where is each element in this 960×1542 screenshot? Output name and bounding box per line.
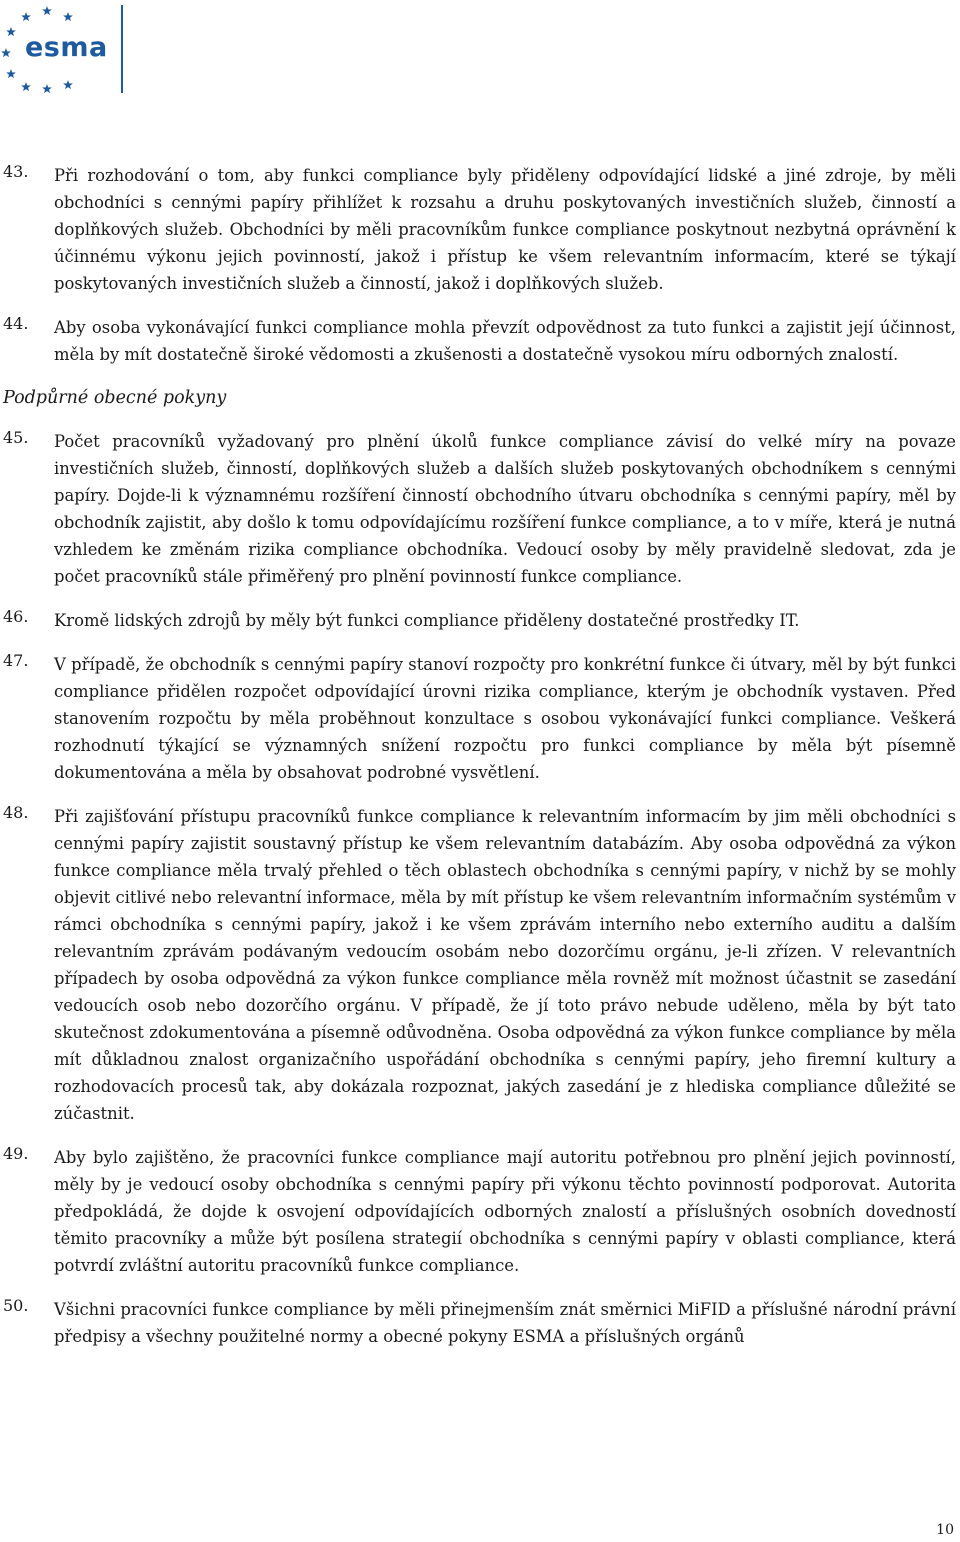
page-number: 10 <box>936 1522 954 1538</box>
paragraph-text: V případě, že obchodník s cennými papíry stanoví rozpočty pro konkrétní funkce či útvary, měl by být funkci compliance přidělen rozpočet odpovídající úrovni rizika compliance, kterým je obchodník vystaven. Před stanovením rozpočtu by měla proběhnout konzultace s osobou vykonávající funkci compliance. Veškerá rozhodnutí týkající se významných snížení rozpočtu pro funkci compliance by měla být písemně dokumentována a měla by obsahovat podrobné vysvětlení. <box>54 655 956 782</box>
paragraph-number: 46. <box>3 607 29 626</box>
page-header <box>0 0 960 100</box>
paragraph-number: 45. <box>3 428 29 447</box>
paragraph-48 <box>0 803 960 1127</box>
logo-wordmark: esma <box>25 32 108 63</box>
paragraph-45 <box>0 428 960 590</box>
paragraph-text: Aby osoba vykonávající funkci compliance mohla převzít odpovědnost za tuto funkci a zajistit její účinnost, měla by mít dostatečně široké vědomosti a zkušenosti a dostatečně vysokou míru odborných znalostí. <box>54 318 956 364</box>
section-subheading: Podpůrné obecné pokyny <box>3 388 227 408</box>
esma-logo <box>0 0 124 96</box>
paragraph-46 <box>0 607 960 634</box>
paragraph-text: Všichni pracovníci funkce compliance by měli přinejmenším znát směrnici MiFID a příslušné národní právní předpisy a všechny použitelné normy a obecné pokyny ESMA a příslušných orgánů <box>54 1300 956 1346</box>
paragraph-47 <box>0 651 960 786</box>
paragraph-text: Počet pracovníků vyžadovaný pro plnění úkolů funkce compliance závisí do velké míry na povaze investičních služeb, činností, doplňkových služeb a dalších služeb poskytovaných obchodníkem s cennými papíry. Dojde-li k významnému rozšíření činností obchodního útvaru obchodníka s cennými papíry, měl by obchodník zajistit, aby došlo k tomu odpovídajícímu rozšíření funkce compliance, a to v míře, která je nutná vzhledem ke změnám rizika compliance obchodníka. Vedoucí osoby by měly pravidelně sledovat, zda je počet pracovníků stále přiměřený pro plnění povinností funkce compliance. <box>54 432 956 586</box>
paragraph-number: 44. <box>3 314 29 333</box>
paragraph-text: Aby bylo zajištěno, že pracovníci funkce compliance mají autoritu potřebnou pro plnění jejich povinností, měly by je vedoucí osoby obchodníka s cennými papíry při výkonu těchto povinností podporovat. Autorita předpokládá, že dojde k osvojení odpovídajících odborných znalostí a příslušných osobních dovedností těmito pracovníky a může být posílena strategií obchodníka s cennými papíry v oblasti compliance, která potvrdí zvláštní autoritu pracovníků funkce compliance. <box>54 1148 956 1275</box>
paragraph-number: 43. <box>3 162 29 181</box>
paragraph-44 <box>0 314 960 368</box>
paragraph-49 <box>0 1144 960 1279</box>
logo-divider <box>121 5 123 93</box>
paragraph-text: Při zajišťování přístupu pracovníků funkce compliance k relevantním informacím by jim měli obchodníci s cennými papíry zajistit soustavný přístup ke všem relevantním databázím. Aby osoba odpovědná za výkon funkce compliance měla trvalý přehled o těch oblastech obchodníka s cennými papíry, v nichž by se mohly objevit citlivé nebo relevantní informace, měla by mít přístup ke všem relevantním informačním systémům v rámci obchodníka s cennými papíry, jakož i ke všem zprávám interního nebo externího auditu a dalším relevantním zprávám podávaným vedoucím osobám nebo dozorčímu orgánu, je-li zřízen. V relevantních případech by osoba odpovědná za výkon funkce compliance měla rovněž mít možnost účastnit se zasedání vedoucích osob nebo dozorčího orgánu. V případě, že jí toto právo nebude uděleno, měla by být tato skutečnost zdokumentována a písemně odůvodněna. Osoba odpovědná za výkon funkce compliance by měla mít důkladnou znalost organizačního uspořádání obchodníka s cennými papíry, jeho firemní kultury a rozhodovacích procesů tak, aby dokázala rozpoznat, jakých zasedání je z hlediska compliance důležité se zúčastnit. <box>54 807 956 1123</box>
paragraph-43 <box>0 162 960 297</box>
paragraph-number: 50. <box>3 1296 29 1315</box>
paragraph-number: 49. <box>3 1144 29 1163</box>
paragraph-50 <box>0 1296 960 1350</box>
paragraph-number: 48. <box>3 803 29 822</box>
paragraph-text: Při rozhodování o tom, aby funkci compliance byly přiděleny odpovídající lidské a jiné zdroje, by měli obchodníci s cennými papíry přihlížet k rozsahu a druhu poskytovaných investičních služeb, činností a doplňkových služeb. Obchodníci by měli pracovníkům funkce compliance poskytnout nezbytná oprávnění k účinnému výkonu jejich povinností, jakož i přístup ke všem relevantním informacím, které se týkají poskytovaných investičních služeb a činností, jakož i doplňkových služeb. <box>54 166 956 293</box>
paragraph-text: Kromě lidských zdrojů by měly být funkci compliance přiděleny dostatečné prostředky IT. <box>54 611 800 630</box>
document-body <box>0 162 960 1367</box>
paragraph-number: 47. <box>3 651 29 670</box>
